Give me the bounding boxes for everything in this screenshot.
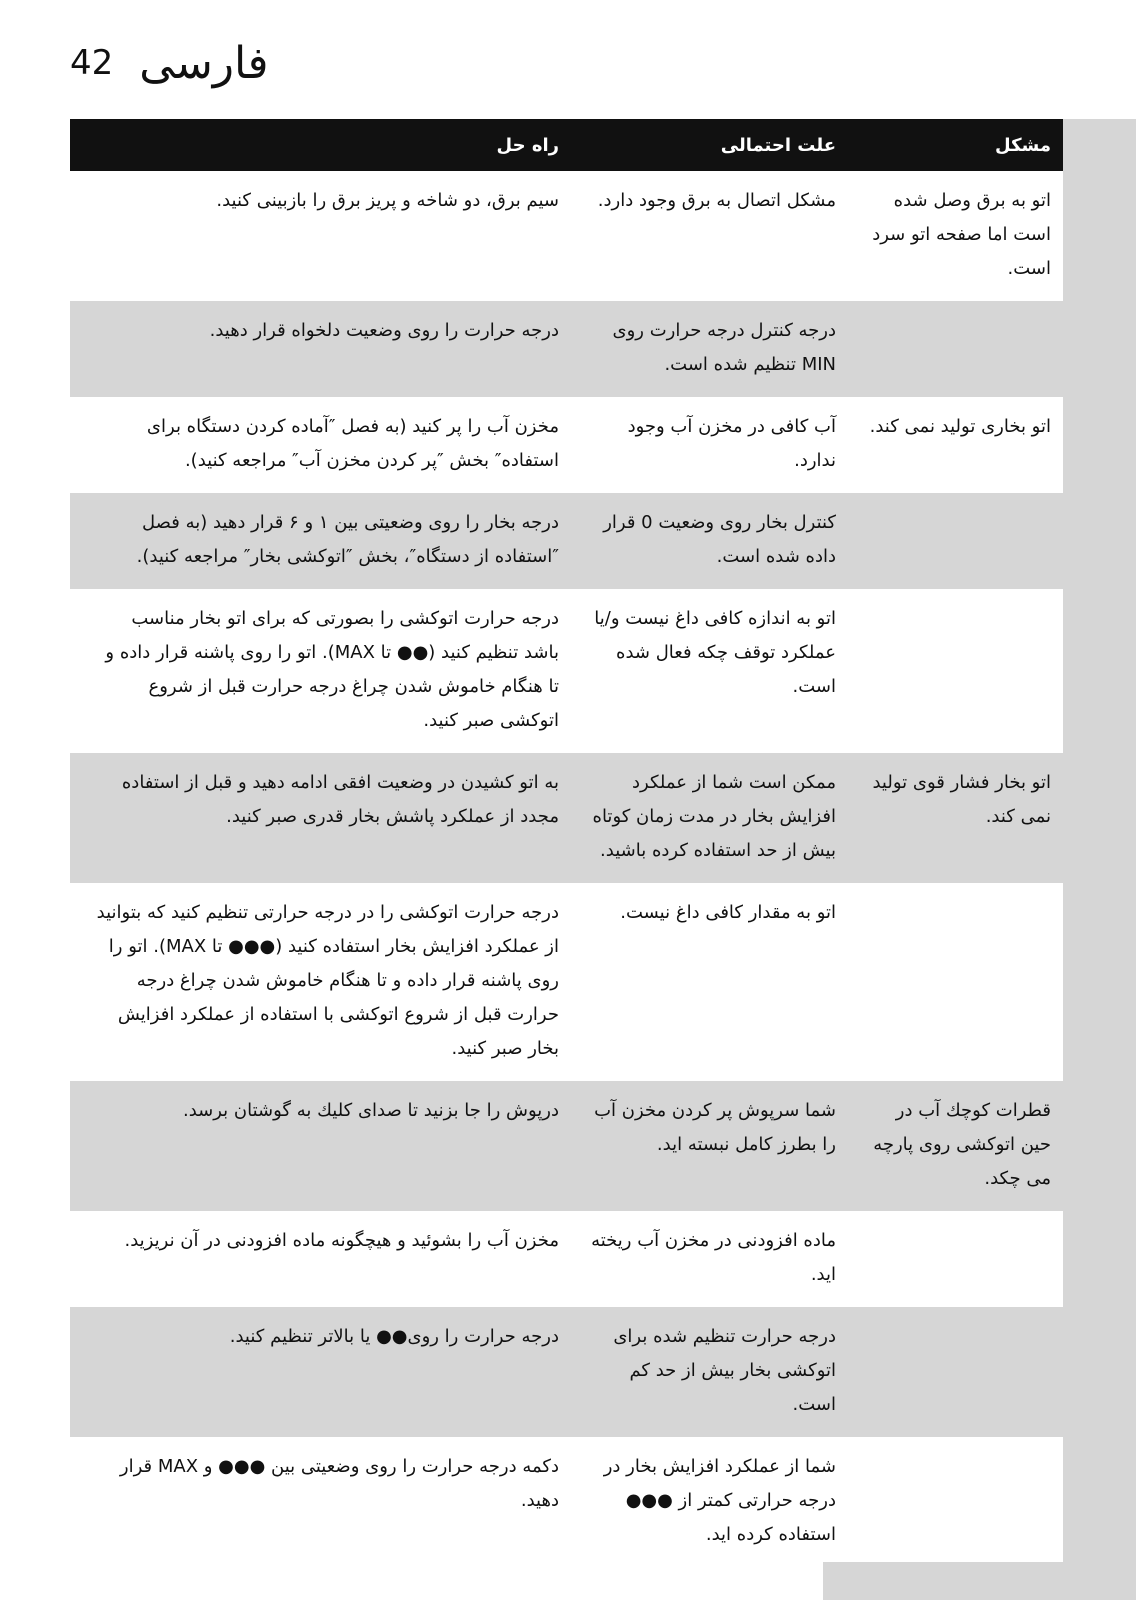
troubleshooting-table xyxy=(70,119,1063,1567)
solution-cell: درجه حرارت را روی وضعیت دلخواه قرار دهید. xyxy=(70,301,571,397)
solution-cell: مخزن آب را پر کنید (به فصل ″آماده کردن دستگاه برای استفاده″ بخش ″پر کردن مخزن آب″ مراجعه کنید). xyxy=(146,416,559,471)
table-row xyxy=(70,753,1063,883)
bottom-margin-strip xyxy=(823,1562,1136,1600)
table-row xyxy=(70,1081,1063,1211)
table-row xyxy=(70,1437,1063,1567)
cause-cell: درجه حرارت تنظیم شده برای اتوکشی بخار بیش از حد کم است. xyxy=(571,1307,848,1437)
table-row xyxy=(70,883,1063,1081)
problem-cell xyxy=(848,589,1063,753)
column-header-cause: علت احتمالی xyxy=(571,119,848,171)
column-header-solution: راه حل xyxy=(70,119,571,171)
table-row xyxy=(70,1211,1063,1307)
table-row xyxy=(70,301,1063,397)
table-header-row xyxy=(70,119,1063,171)
solution-cell: درجه حرارت اتوکشی را بصورتی که برای اتو بخار مناسب باشد تنظیم کنید (●● تا MAX). اتو را روی پاشنه قرار داده و تا هنگام خاموش شدن چراغ درجه حرارت قبل از شروع اتوکشی صبر کنید. xyxy=(105,608,559,731)
problem-cell xyxy=(848,1211,1063,1307)
page-header xyxy=(70,28,269,98)
cause-cell: ماده افزودنی در مخزن آب ریخته اید. xyxy=(591,1230,836,1285)
page-number: 42 xyxy=(70,43,114,83)
cause-cell: کنترل بخار روی وضعیت 0 قرار داده شده است. xyxy=(571,493,848,589)
cause-cell: درجه کنترل درجه حرارت روی MIN تنظیم شده است. xyxy=(571,301,848,397)
table-row xyxy=(70,1307,1063,1437)
solution-cell: به اتو کشیدن در وضعیت افقی ادامه دهید و قبل از استفاده مجدد از عملکرد پاشش بخار قدری صبر کنید. xyxy=(70,753,571,883)
solution-cell: درپوش را جا بزنید تا صدای کلیك به گوشتان برسد. xyxy=(70,1081,571,1211)
cause-cell: ممکن است شما از عملکرد افزایش بخار در مدت زمان کوتاه بیش از حد استفاده کرده باشید. xyxy=(571,753,848,883)
problem-cell xyxy=(848,301,1063,397)
cause-cell: شما سرپوش پر کردن مخزن آب را بطرز کامل نبسته اید. xyxy=(571,1081,848,1211)
problem-cell: اتو بخار فشار قوی تولید نمی کند. xyxy=(848,753,1063,883)
cause-cell: شما از عملکرد افزایش بخار در درجه حرارتی کمتر از ●●● استفاده کرده اید. xyxy=(603,1456,836,1545)
column-header-problem: مشکل xyxy=(848,119,1063,171)
table-row xyxy=(70,493,1063,589)
problem-cell xyxy=(848,493,1063,589)
cause-cell: آب کافی در مخزن آب وجود ندارد. xyxy=(627,416,836,471)
solution-cell: درجه حرارت اتوکشی را در درجه حرارتی تنظیم کنید که بتوانید از عملکرد افزایش بخار استفاده کنید (●●● تا MAX). اتو را روی پاشنه قرار داده و تا هنگام خاموش شدن چراغ درجه حرارت قبل از شروع اتوکشی با استفاده از عملکرد افزایش بخار صبر کنید. xyxy=(96,902,559,1059)
cause-cell: اتو به مقدار کافی داغ نیست. xyxy=(620,902,836,923)
table-row xyxy=(70,589,1063,753)
problem-cell: اتو بخاری تولید نمی کند. xyxy=(869,416,1051,437)
problem-cell xyxy=(848,1437,1063,1567)
problem-cell xyxy=(848,1307,1063,1437)
solution-cell: درجه حرارت را روی●● یا بالاتر تنظیم کنید. xyxy=(70,1307,571,1437)
language-title: فارسی xyxy=(139,37,269,89)
cause-cell: مشکل اتصال به برق وجود دارد. xyxy=(597,190,836,211)
problem-cell xyxy=(848,883,1063,1081)
solution-cell: درجه بخار را روی وضعیتی بین ۱ و ۶ قرار دهید (به فصل ″استفاده از دستگاه″، بخش ″اتوکشی بخار″ مراجعه کنید). xyxy=(70,493,571,589)
solution-cell: دکمه درجه حرارت را روی وضعیتی بین ●●● و MAX قرار دهید. xyxy=(119,1456,559,1511)
table-row xyxy=(70,171,1063,301)
solution-cell: مخزن آب را بشوئید و هیچگونه ماده افزودنی در آن نریزید. xyxy=(124,1230,559,1251)
side-margin-strip xyxy=(1063,119,1136,1600)
problem-cell: اتو به برق وصل شده است اما صفحه اتو سرد است. xyxy=(872,190,1051,279)
cause-cell: اتو به اندازه کافی داغ نیست و/یا عملکرد توقف چکه فعال شده است. xyxy=(594,608,836,697)
solution-cell: سیم برق، دو شاخه و پریز برق را بازبینی کنید. xyxy=(216,190,559,211)
table-row xyxy=(70,397,1063,493)
problem-cell: قطرات کوچك آب در حین اتوکشی روی پارچه می چکد. xyxy=(848,1081,1063,1211)
